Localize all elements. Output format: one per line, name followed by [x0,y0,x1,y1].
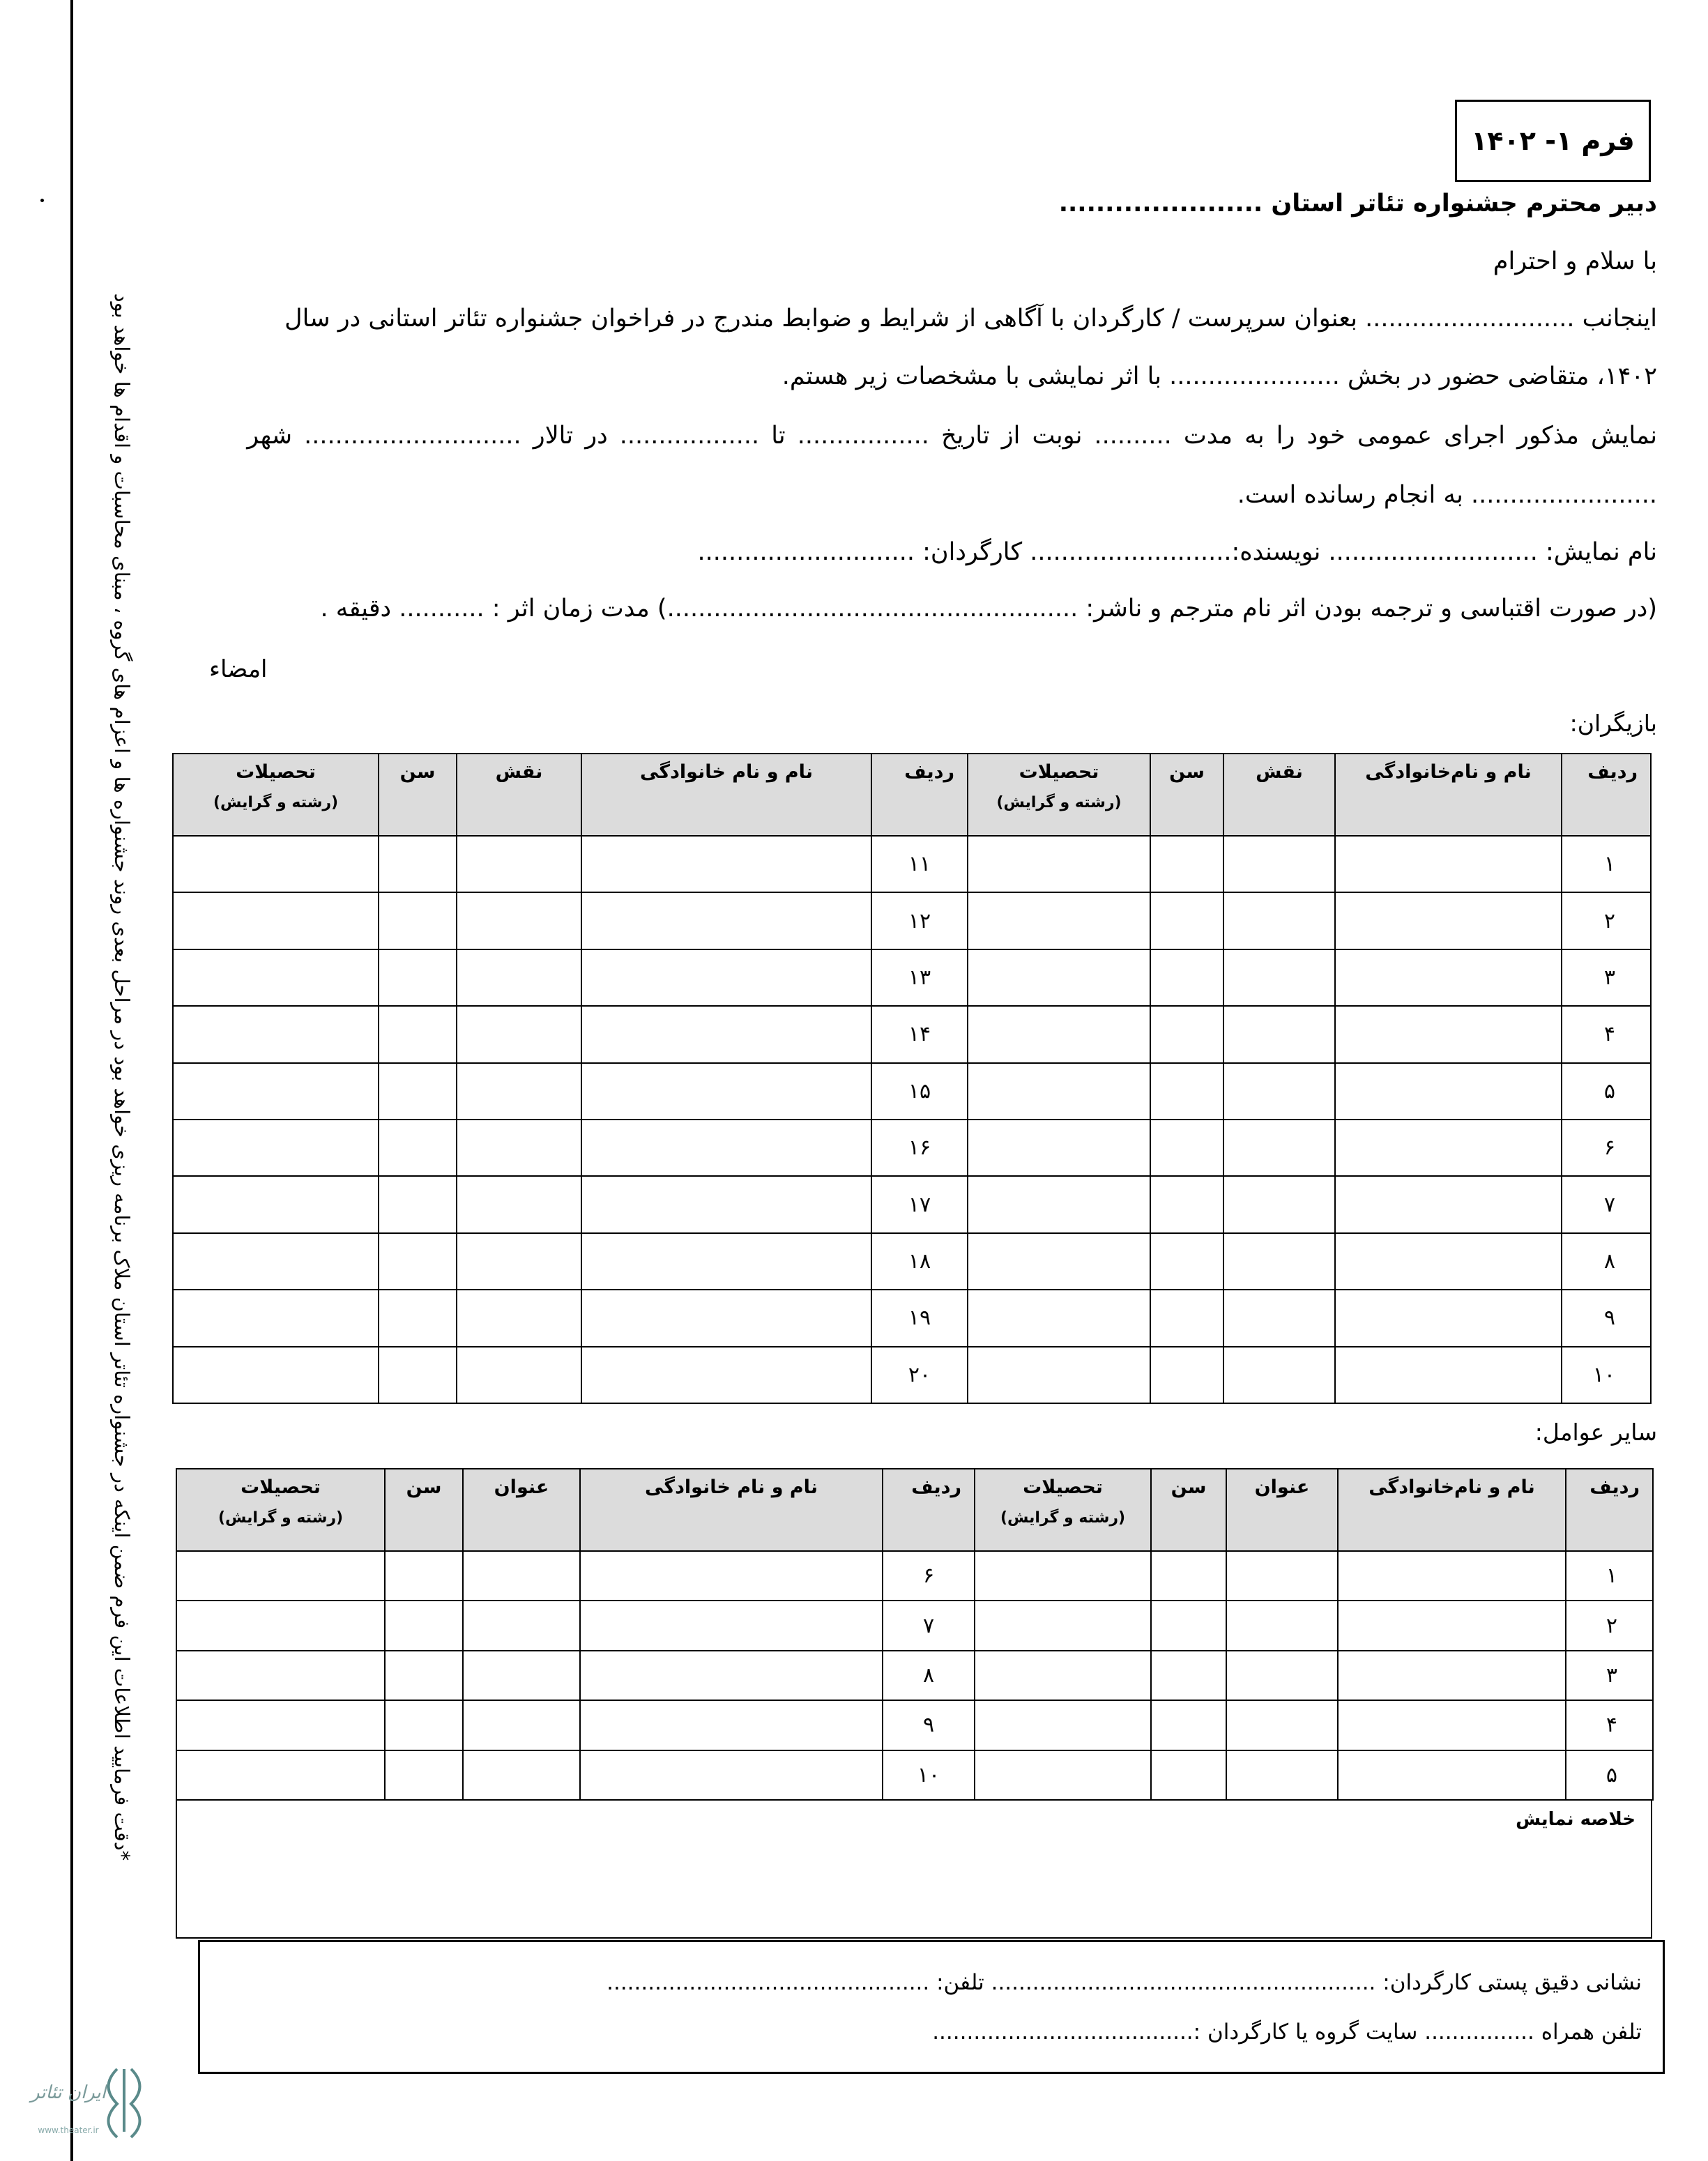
table-cell[interactable] [1223,1290,1335,1346]
table-cell[interactable] [385,1750,463,1800]
table-cell[interactable] [968,1233,1150,1290]
side-note: *دقت فرمایید اطلاعات این فرم ضمن اینکه در جشنواره تئاتر استان ملاک برنامه ریزی خواهد بود در مراحل بعدی روند جشنواره ها و اعزام های گروه ، مبنای محاسبات و اقدام ها خواهد بود [110,293,134,1861]
letter-line-3: نمایش مذکور اجرای عمومی خود را به مدت .......... نوبت از تاریخ ................. تا .................. در تالار ............................ شهر [247,422,1657,450]
actors-table [172,753,1652,1404]
table-cell[interactable] [463,1651,580,1700]
table-row [176,1750,1653,1800]
table-cell[interactable] [1223,1347,1335,1403]
table-cell[interactable] [581,1233,871,1290]
table-row [173,836,1651,892]
table-cell[interactable] [1151,1651,1226,1700]
row-number: ۱۱ [871,836,968,892]
table-row [173,892,1651,949]
table-cell[interactable] [581,836,871,892]
table-cell[interactable] [176,1700,385,1750]
table-cell[interactable] [463,1551,580,1601]
header-education-sub: (رشته و گرایش) [996,794,1122,811]
header-title: عنوان [463,1469,580,1551]
table-cell[interactable] [463,1601,580,1650]
header-row-number: ردیف [1566,1469,1653,1551]
table-cell[interactable] [457,1233,581,1290]
table-cell[interactable] [1338,1651,1566,1700]
table-row [176,1601,1653,1650]
crew-table [176,1468,1654,1801]
table-cell[interactable] [1226,1551,1338,1601]
table-cell[interactable] [968,949,1150,1006]
table-cell[interactable] [1150,1063,1223,1120]
table-cell[interactable] [457,1290,581,1346]
row-number: ۳ [1562,949,1651,1006]
table-cell[interactable] [1150,1006,1223,1062]
contact-mobile-line: تلفن همراه ................ سایت گروه یا کارگردان :...................................... [932,2019,1642,2045]
row-number: ۱۹ [871,1290,968,1346]
table-cell[interactable] [968,1176,1150,1232]
table-cell[interactable] [173,949,379,1006]
logo-text: ایران تئاتر [31,2082,106,2103]
table-cell[interactable] [379,1176,457,1232]
actors-title: بازیگران: [1569,710,1657,737]
table-cell[interactable] [457,1176,581,1232]
table-cell[interactable] [463,1700,580,1750]
letter-line-5: نام نمایش: ........................... نویسنده:.......................... کارگردان: ............................ [697,538,1657,566]
table-cell[interactable] [1226,1750,1338,1800]
table-cell[interactable] [379,1006,457,1062]
table-cell[interactable] [457,1063,581,1120]
table-cell[interactable] [173,892,379,949]
table-cell[interactable] [379,1233,457,1290]
table-row [173,1290,1651,1346]
table-cell[interactable] [975,1651,1151,1700]
table-cell[interactable] [1151,1551,1226,1601]
table-cell[interactable] [176,1750,385,1800]
row-number: ۷ [1562,1176,1651,1232]
table-cell[interactable] [379,892,457,949]
header-education [173,754,379,836]
letter-greeting: با سلام و احترام [1493,247,1657,275]
table-cell[interactable] [1335,1290,1562,1346]
table-cell[interactable] [581,949,871,1006]
row-number: ۱ [1566,1551,1653,1601]
row-number: ۱۰ [883,1750,975,1800]
table-cell[interactable] [1223,892,1335,949]
table-cell[interactable] [1150,892,1223,949]
header-name: نام و نام‌خانوادگی [1338,1469,1566,1551]
table-cell[interactable] [457,892,581,949]
table-cell[interactable] [1338,1551,1566,1601]
table-cell[interactable] [379,949,457,1006]
letter-line-2: ۱۴۰۲، متقاضی حضور در بخش ...................... با اثر نمایشی با مشخصات زیر هستم. [781,362,1657,390]
table-cell[interactable] [968,1347,1150,1403]
letter-line-4: ........................ به انجام رسانده است. [1237,481,1657,509]
row-number: ۹ [1562,1290,1651,1346]
table-cell[interactable] [1223,836,1335,892]
table-cell[interactable] [581,1120,871,1176]
row-number: ۱۴ [871,1006,968,1062]
table-cell[interactable] [457,836,581,892]
table-cell[interactable] [1335,1063,1562,1120]
table-cell[interactable] [581,1176,871,1232]
table-cell[interactable] [968,1120,1150,1176]
letter-addressee: دبیر محترم جشنواره تئاتر استان ...................... [1058,190,1657,217]
table-cell[interactable] [1150,1233,1223,1290]
table-cell[interactable] [580,1750,883,1800]
table-cell[interactable] [1338,1601,1566,1650]
header-education-label: تحصیلات [241,1476,321,1498]
table-cell[interactable] [385,1651,463,1700]
table-cell[interactable] [1226,1601,1338,1650]
table-cell[interactable] [581,1006,871,1062]
table-cell[interactable] [968,836,1150,892]
table-cell[interactable] [457,1347,581,1403]
letter-line-6: (در صورت اقتباسی و ترجمه بودن اثر نام مترجم و ناشر: .....................................................) مدت زمان اثر : ........... دقیقه . [320,595,1657,623]
header-name: نام و نام‌خانوادگی [1335,754,1562,836]
contact-box [198,1940,1665,2074]
row-number: ۵ [1562,1063,1651,1120]
table-cell[interactable] [1335,949,1562,1006]
table-row [173,1063,1651,1120]
table-cell[interactable] [463,1750,580,1800]
table-cell[interactable] [581,1347,871,1403]
table-row [173,1233,1651,1290]
table-cell[interactable] [173,1063,379,1120]
table-cell[interactable] [173,1176,379,1232]
row-number: ۱۸ [871,1233,968,1290]
table-row [173,949,1651,1006]
header-row-number: ردیف [871,754,968,836]
table-cell[interactable] [1335,892,1562,949]
table-cell[interactable] [1223,949,1335,1006]
summary-box[interactable] [176,1801,1652,1939]
header-age: سن [1151,1469,1226,1551]
header-education-sub: (رشته و گرایش) [1000,1509,1126,1527]
header-age: سن [1150,754,1223,836]
table-row [176,1700,1653,1750]
crew-title: سایر عوامل: [1534,1419,1657,1446]
row-number: ۱۰ [1562,1347,1651,1403]
table-cell[interactable] [173,1347,379,1403]
header-role: نقش [1223,754,1335,836]
table-cell[interactable] [1223,1006,1335,1062]
signature-label: امضاء [209,655,268,683]
table-row [173,1176,1651,1232]
table-cell[interactable] [968,892,1150,949]
table-cell[interactable] [581,1290,871,1346]
table-cell[interactable] [1335,1176,1562,1232]
row-number: ۵ [1566,1750,1653,1800]
table-cell[interactable] [1150,836,1223,892]
header-education-sub: (رشته و گرایش) [218,1509,344,1527]
header-row-number: ردیف [1562,754,1651,836]
table-cell[interactable] [580,1601,883,1650]
contact-address-line: نشانی دقیق پستی کارگردان: ........................................................ تلفن: ............................................... [607,1970,1642,1995]
table-cell[interactable] [580,1551,883,1601]
table-cell[interactable] [176,1601,385,1650]
table-row [176,1551,1653,1601]
table-cell[interactable] [975,1551,1151,1601]
header-name: نام و نام خانوادگی [581,754,871,836]
site-logo [20,2055,152,2146]
table-row [176,1651,1653,1700]
logo-url: www.theater.ir [38,2125,99,2135]
table-cell[interactable] [1150,1290,1223,1346]
row-number: ۸ [883,1651,975,1700]
table-cell[interactable] [1335,836,1562,892]
table-cell[interactable] [1335,1120,1562,1176]
row-number: ۱۷ [871,1176,968,1232]
table-cell[interactable] [1150,1176,1223,1232]
table-row [173,1347,1651,1403]
table-cell[interactable] [580,1700,883,1750]
row-number: ۱۶ [871,1120,968,1176]
table-cell[interactable] [968,1290,1150,1346]
table-cell[interactable] [173,1290,379,1346]
row-number: ۹ [883,1700,975,1750]
row-number: ۱۲ [871,892,968,949]
header-row-number: ردیف [883,1469,975,1551]
table-cell[interactable] [1150,1120,1223,1176]
table-cell[interactable] [1335,1233,1562,1290]
table-cell[interactable] [457,949,581,1006]
table-row [173,1120,1651,1176]
table-cell[interactable] [173,836,379,892]
margin-rule [70,0,73,2161]
table-cell[interactable] [1338,1750,1566,1800]
header-education [975,1469,1151,1551]
table-cell[interactable] [176,1651,385,1700]
row-number: ۴ [1562,1006,1651,1062]
table-cell[interactable] [1223,1120,1335,1176]
table-cell[interactable] [173,1233,379,1290]
table-cell[interactable] [173,1006,379,1062]
table-cell[interactable] [1335,1347,1562,1403]
row-number: ۱ [1562,836,1651,892]
table-cell[interactable] [385,1551,463,1601]
table-cell[interactable] [975,1700,1151,1750]
header-title: عنوان [1226,1469,1338,1551]
table-cell[interactable] [379,836,457,892]
row-number: ۸ [1562,1233,1651,1290]
table-cell[interactable] [176,1551,385,1601]
row-number: ۱۳ [871,949,968,1006]
header-education-label: تحصیلات [1023,1476,1103,1498]
table-cell[interactable] [1150,949,1223,1006]
row-number: ۶ [1562,1120,1651,1176]
row-number: ۲ [1566,1601,1653,1650]
row-number: ۲۰ [871,1347,968,1403]
row-number: ۷ [883,1601,975,1650]
table-cell[interactable] [975,1601,1151,1650]
form-number: فرم ۱- ۱۴۰۲ [1455,100,1651,182]
header-education-label: تحصیلات [236,761,316,783]
table-cell[interactable] [1223,1176,1335,1232]
header-education [176,1469,385,1551]
row-number: ۴ [1566,1700,1653,1750]
table-cell[interactable] [1335,1006,1562,1062]
row-number: ۲ [1562,892,1651,949]
header-education-label: تحصیلات [1019,761,1099,783]
table-cell[interactable] [1338,1700,1566,1750]
table-cell[interactable] [975,1750,1151,1800]
header-role: نقش [457,754,581,836]
table-cell[interactable] [379,1347,457,1403]
row-number: ۱۵ [871,1063,968,1120]
table-cell[interactable] [580,1651,883,1700]
header-age: سن [379,754,457,836]
table-cell[interactable] [968,1006,1150,1062]
logo-emblem-icon [20,2055,152,2146]
letter-line-1: اینجانب ........................... بعنوان سرپرست / کارگردان با آگاهی از شرایط و ضوابط مندرج در فراخوان جشنواره تئاتر استانی در سال [284,305,1657,333]
table-cell[interactable] [1223,1233,1335,1290]
table-cell[interactable] [1151,1700,1226,1750]
table-cell[interactable] [173,1120,379,1176]
table-cell[interactable] [1151,1601,1226,1650]
table-cell[interactable] [1223,1063,1335,1120]
table-cell[interactable] [581,1063,871,1120]
table-cell[interactable] [1150,1347,1223,1403]
table-row [173,1006,1651,1062]
table-cell[interactable] [1151,1750,1226,1800]
table-cell[interactable] [581,892,871,949]
header-age: سن [385,1469,463,1551]
table-cell[interactable] [457,1120,581,1176]
table-cell[interactable] [379,1290,457,1346]
table-cell[interactable] [1226,1651,1338,1700]
header-education [968,754,1150,836]
table-cell[interactable] [379,1120,457,1176]
summary-label: خلاصه نمایش [1516,1809,1635,1830]
header-education-sub: (رشته و گرایش) [213,794,339,811]
table-cell[interactable] [385,1700,463,1750]
margin-dot [40,199,44,202]
row-number: ۶ [883,1551,975,1601]
row-number: ۳ [1566,1651,1653,1700]
table-cell[interactable] [1226,1700,1338,1750]
table-cell[interactable] [385,1601,463,1650]
table-cell[interactable] [968,1063,1150,1120]
header-name: نام و نام خانوادگی [580,1469,883,1551]
table-cell[interactable] [457,1006,581,1062]
table-cell[interactable] [379,1063,457,1120]
